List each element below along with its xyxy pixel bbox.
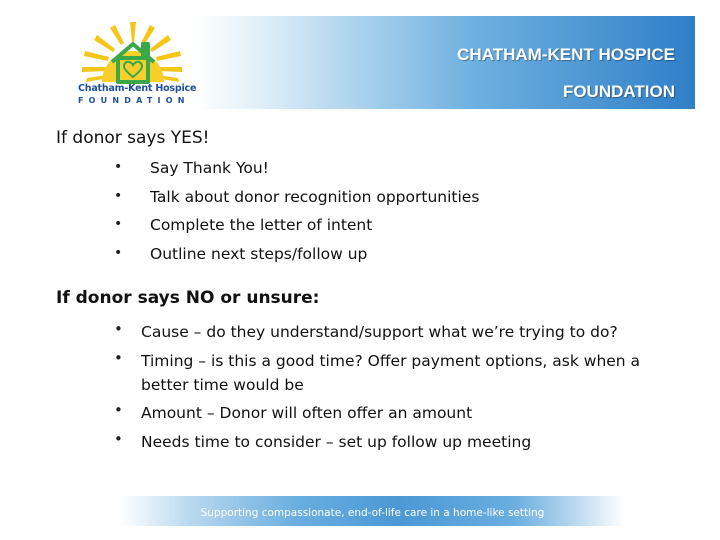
no-section-title: If donor says NO or unsure: xyxy=(56,288,320,308)
list-item-text: Needs time to consider – set up follow up meeting xyxy=(141,432,532,451)
yes-bullet-list xyxy=(0,159,720,273)
list-item xyxy=(0,245,720,274)
header-banner xyxy=(56,16,695,109)
bullet-icon: • xyxy=(114,429,123,448)
bullet-icon: • xyxy=(114,244,123,261)
list-item xyxy=(0,188,720,217)
bullet-icon: • xyxy=(114,401,123,419)
footer-tagline: Supporting compassionate, end-of-life care in a home-like setting xyxy=(200,507,545,519)
logo-name-text: Chatham-Kent Hospice xyxy=(78,83,197,94)
list-item-text: Talk about donor recognition opportunities xyxy=(150,187,480,206)
list-item-text: Say Thank You! xyxy=(150,159,269,177)
bullet-icon: • xyxy=(114,348,123,367)
list-item-text: Amount – Donor will often offer an amount xyxy=(141,404,473,422)
list-item-text: Complete the letter of intent xyxy=(150,216,373,234)
list-item xyxy=(0,159,720,188)
list-item xyxy=(0,430,720,454)
bullet-icon: • xyxy=(114,320,123,338)
list-item xyxy=(0,320,720,344)
bullet-icon: • xyxy=(114,187,123,204)
list-item-text: Cause – do they understand/support what we’re trying to do? xyxy=(141,323,618,341)
header-subtitle: FOUNDATION xyxy=(562,82,675,101)
no-bullet-list xyxy=(0,320,720,458)
header-title: CHATHAM-KENT HOSPICE xyxy=(457,45,675,64)
list-item-text: Timing – is this a good time? Offer payment options, ask when a better time would be xyxy=(141,351,641,394)
foundation-logo xyxy=(72,20,197,106)
list-item-text: Outline next steps/follow up xyxy=(150,244,368,263)
yes-section-title: If donor says YES! xyxy=(56,128,210,148)
sun-house-heart-logo-icon xyxy=(72,20,192,84)
bullet-icon: • xyxy=(114,159,123,175)
list-item xyxy=(0,349,720,397)
list-item xyxy=(0,216,720,245)
bullet-icon: • xyxy=(114,216,123,232)
list-item xyxy=(0,401,720,425)
footer-banner xyxy=(120,496,625,526)
logo-sub-text: FOUNDATION xyxy=(78,96,190,105)
